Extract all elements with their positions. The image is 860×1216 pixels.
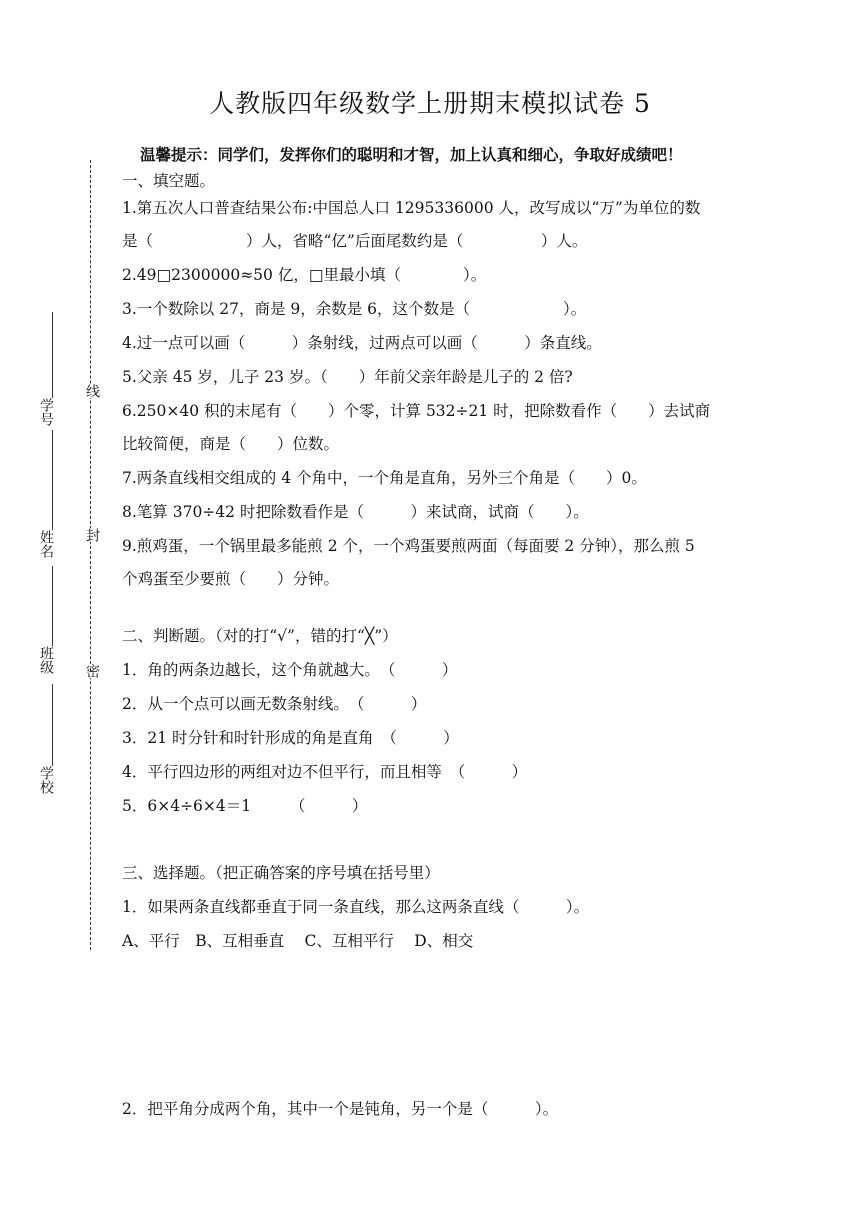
question-line: 8.笔算 370÷42 时把除数看作是（ ）来试商，试商（ ）。 xyxy=(122,503,589,521)
judgement-line: 5．6×4÷6×4＝1 （ ） xyxy=(122,797,368,815)
question-line: 6.250×40 积的末尾有（ ）个零，计算 532÷21 时，把除数看作（ ）去试商 xyxy=(122,402,711,420)
section-heading-multiple-choice: 三、选择题。（把正确答案的序号填在括号里） xyxy=(122,864,440,882)
question-line: 是（ ）人，省略“亿”后面尾数约是（ ）人。 xyxy=(122,232,588,250)
question-line: 4.过一点可以画（ ）条射线，过两点可以画（ ）条直线。 xyxy=(122,334,602,352)
field-underline-class xyxy=(52,566,53,646)
seal-mark-line: 线 xyxy=(84,384,100,398)
choice-options-line: A、平行 B、互相垂直 C、互相平行 D、相交 xyxy=(122,932,474,950)
field-underline-school xyxy=(52,684,53,766)
question-line: 比较简便，商是（ ）位数。 xyxy=(122,435,340,453)
judgement-line: 3．21 时分针和时针形成的角是直角 （ ） xyxy=(122,729,459,747)
question-line: 1.第五次人口普查结果公布:中国总人口 1295336000 人，改写成以“万”为单位的数 xyxy=(122,199,701,217)
question-line: 5.父亲 45 岁，儿子 23 岁。（ ）年前父亲年龄是儿子的 2 倍? xyxy=(122,368,573,386)
question-line: 个鸡蛋至少要煎（ ）分钟。 xyxy=(122,570,340,588)
seal-mark-seal: 封 xyxy=(84,528,100,542)
question-line: 3.一个数除以 27，商是 9，余数是 6，这个数是（ ）。 xyxy=(122,300,587,318)
seal-mark-secret: 密 xyxy=(84,664,100,678)
choice-question-line: 2．把平角分成两个角，其中一个是钝角，另一个是（ ）。 xyxy=(122,1100,559,1118)
field-underline-student-id xyxy=(52,312,53,398)
question-line: 9.煎鸡蛋，一个锅里最多能煎 2 个，一个鸡蛋要煎两面（每面要 2 分钟），那么煎 5 xyxy=(122,537,695,555)
judgement-line: 2．从一个点可以画无数条射线。 （ ） xyxy=(122,695,427,713)
judgement-line: 1．角的两条边越长，这个角就越大。 （ ） xyxy=(122,661,458,679)
question-line: 7.两条直线相交组成的 4 个角中，一个角是直角，另外三个角是（ ）0。 xyxy=(122,469,647,487)
section-heading-true-false: 二、判断题。（对的打“√”，错的打“╳”） xyxy=(122,627,398,645)
exam-tip: 温馨提示：同学们，发挥你们的聪明和才智，加上认真和细心，争取好成绩吧！ xyxy=(140,146,683,164)
field-label-class: 班级 xyxy=(38,646,54,674)
section-heading-fill-in: 一、填空题。 xyxy=(122,172,216,190)
field-label-student-id: 学号 xyxy=(38,398,54,426)
choice-question-line: 1．如果两条直线都垂直于同一条直线，那么这两条直线（ ）。 xyxy=(122,898,590,916)
field-label-name: 姓名 xyxy=(38,530,54,558)
field-underline-name xyxy=(52,430,53,530)
question-line: 2.49□2300000≈50 亿，□里最小填（ ）。 xyxy=(122,266,487,284)
judgement-line: 4．平行四边形的两组对边不但平行，而且相等 （ ） xyxy=(122,763,528,781)
field-label-school: 学校 xyxy=(38,766,54,794)
exam-title: 人教版四年级数学上册期末模拟试卷 5 xyxy=(209,89,651,118)
binding-dashed-line xyxy=(90,160,91,950)
